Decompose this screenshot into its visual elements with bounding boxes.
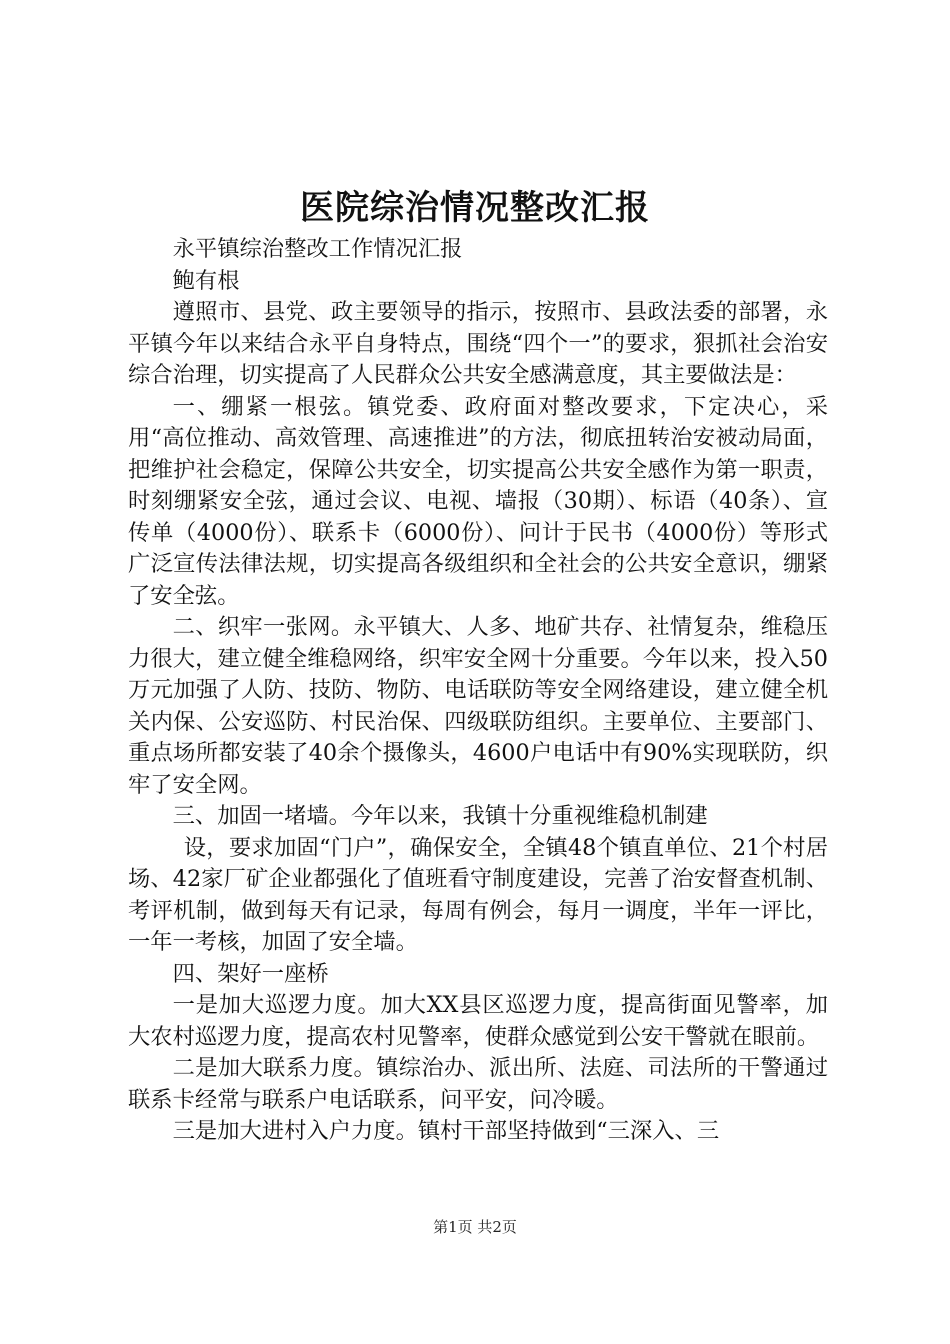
body-paragraph: 三是加大进村入户力度。镇村干部坚持做到“三深入、三 (172, 1118, 720, 1144)
body-paragraph: 设，要求加固“门户”，确保安全，全镇48个镇直单位、21个村居场、42家厂矿企业都强化了值班看守制度建设，完善了治安督查机制、考评机制，做到每天有记录，每周有例会，每月一调度，半年一评比，一年一考核，加固了安全墙。 (128, 834, 828, 955)
body-paragraph: 二、织牢一张网。永平镇大、人多、地矿共存、社情复杂，维稳压力很大，建立健全维稳网络，织牢安全网十分重要。今年以来，投入50万元加强了人防、技防、物防、电话联防等安全网络建设，建立健全机关内保、公安巡防、村民治保、四级联防组织。主要单位、主要部门、重点场所都安装了40余个摄像头，4600户电话中有90%实现联防，织牢了安全网。 (128, 614, 828, 798)
section-heading: 四、架好一座桥 (172, 960, 329, 987)
subtitle-paragraph: 永平镇综治整改工作情况汇报 (172, 236, 463, 262)
body-paragraph: 三、加固一堵墙。今年以来，我镇十分重视维稳机制建 (172, 803, 708, 829)
body-paragraph: 遵照市、县党、政主要领导的指示，按照市、县政法委的部署，永平镇今年以来结合永平自身特点，围绕“四个一”的要求，狠抓社会治安综合治理，切实提高了人民群众公共安全感满意度，其主要做法是： (128, 299, 828, 388)
body-paragraph: 一是加大巡逻力度。加大XX县区巡逻力度，提高街面见警率，加大农村巡逻力度，提高农村见警率，使群众感觉到公安干警就在眼前。 (128, 992, 828, 1050)
document-title: 医院综治情况整改汇报 (300, 188, 650, 228)
body-paragraph: 二是加大联系力度。镇综治办、派出所、法庭、司法所的干警通过联系卡经常与联系户电话联系，问平安，问冷暖。 (128, 1055, 828, 1113)
document-body (128, 234, 828, 1148)
author-paragraph: 鲍有根 (172, 267, 240, 294)
page-footer: 第1页 共2页 (433, 1218, 517, 1236)
body-paragraph: 一、绷紧一根弦。镇党委、政府面对整改要求，下定决心，采用“高位推动、高效管理、高速推进”的方法，彻底扭转治安被动局面，把维护社会稳定，保障公共安全，切实提高公共安全感作为第一职责，时刻绷紧安全弦，通过会议、电视、墙报（30期）、标语（40条）、宣传单（4000份）、联系卡（6000份）、问计于民书（4000份）等形式广泛宣传法律法规，切实提高各级组织和全社会的公共安全意识，绷紧了安全弦。 (128, 393, 828, 609)
